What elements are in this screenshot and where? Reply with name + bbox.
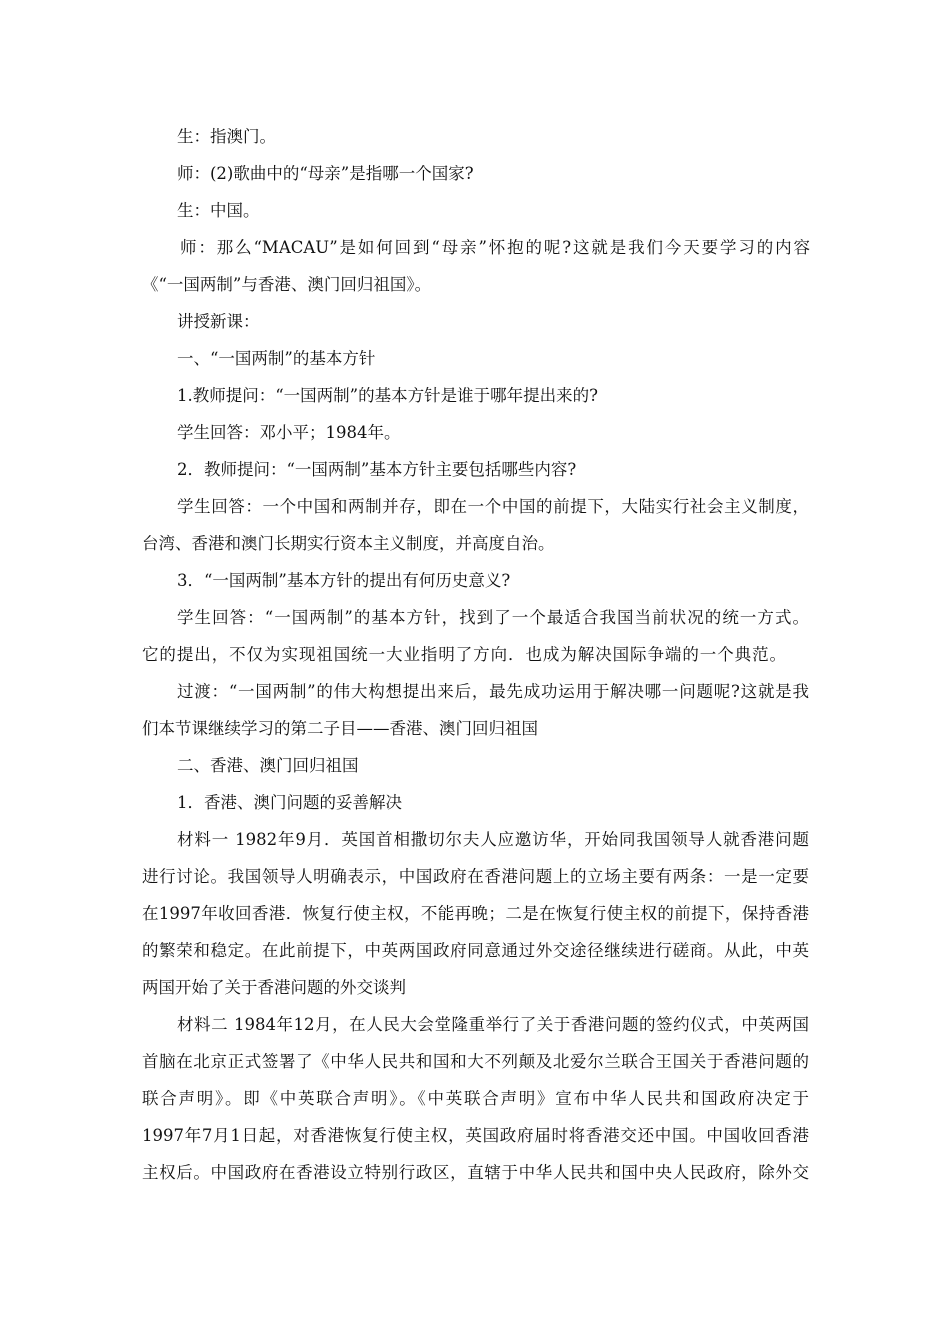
text-line-23: 的繁荣和稳定。在此前提下，中英两国政府同意通过外交途径继续进行磋商。从此，中英 — [142, 941, 809, 960]
text-line-27: 联合声明》。即《中英联合声明》。《中英联合声明》宣布中华人民共和国政府决定于 — [142, 1089, 809, 1108]
text-line-25: 材料二 1984年12月，在人民大会堂隆重举行了关于香港问题的签约仪式，中英两国 — [177, 1015, 809, 1034]
text-line-19: 1．香港、澳门问题的妥善解决 — [177, 793, 402, 812]
text-line-12: 台湾、香港和澳门长期实行资本主义制度，并高度自治。 — [142, 534, 555, 553]
text-line-4: 师：那么“MACAU”是如何回到“母亲”怀抱的呢?这就是我们今天要学习的内容 — [180, 238, 810, 257]
text-line-14: 学生回答：“一国两制”的基本方针，找到了一个最适合我国当前状况的统一方式。 — [177, 608, 809, 627]
text-line-24: 两国开始了关于香港问题的外交谈判 — [142, 978, 406, 997]
text-line-15: 它的提出，不仅为实现祖国统一大业指明了方向．也成为解决国际争端的一个典范。 — [142, 645, 786, 664]
text-line-9: 学生回答：邓小平；1984年。 — [177, 423, 401, 442]
text-line-16: 过渡：“一国两制”的伟大构想提出来后，最先成功运用于解决哪一问题呢?这就是我 — [177, 682, 809, 701]
text-line-21: 进行讨论。我国领导人明确表示，中国政府在香港问题上的立场主要有两条：一是一定要 — [142, 867, 809, 886]
text-line-8: 1.教师提问：“一国两制”的基本方针是谁于哪年提出来的? — [177, 386, 598, 405]
text-line-29: 主权后。中国政府在香港设立特别行政区，直辖于中华人民共和国中央人民政府，除外交 — [142, 1163, 809, 1182]
text-line-26: 首脑在北京正式签署了《中华人民共和国和大不列颠及北爱尔兰联合王国关于香港问题的 — [142, 1052, 809, 1071]
text-line-11: 学生回答：一个中国和两制并存，即在一个中国的前提下，大陆实行社会主义制度， — [177, 497, 809, 516]
text-line-28: 1997年7月1日起，对香港恢复行使主权，英国政府届时将香港交还中国。中国收回香港 — [142, 1126, 809, 1145]
text-line-2: 师：(2)歌曲中的“母亲”是指哪一个国家? — [177, 164, 474, 183]
text-line-22: 在1997年收回香港．恢复行使主权，不能再晚；二是在恢复行使主权的前提下，保持香港 — [142, 904, 809, 923]
text-line-6: 讲授新课： — [177, 312, 260, 331]
text-line-1: 生：指澳门。 — [177, 127, 276, 146]
text-line-20: 材料一 1982年9月．英国首相撒切尔夫人应邀访华，开始同我国领导人就香港问题 — [177, 830, 809, 849]
text-line-3: 生：中国。 — [177, 201, 260, 220]
text-line-13: 3．“一国两制”基本方针的提出有何历史意义? — [177, 571, 511, 590]
text-line-10: 2．教师提问：“一国两制”基本方针主要包括哪些内容? — [177, 460, 577, 479]
section-heading-2: 二、香港、澳门回归祖国 — [177, 756, 359, 775]
section-heading-1: 一、“一国两制”的基本方针 — [177, 349, 376, 368]
text-line-17: 们本节课继续学习的第二子目——香港、澳门回归祖国 — [142, 719, 538, 738]
text-line-5: 《“一国两制”与香港、澳门回归祖国》。 — [142, 275, 432, 294]
